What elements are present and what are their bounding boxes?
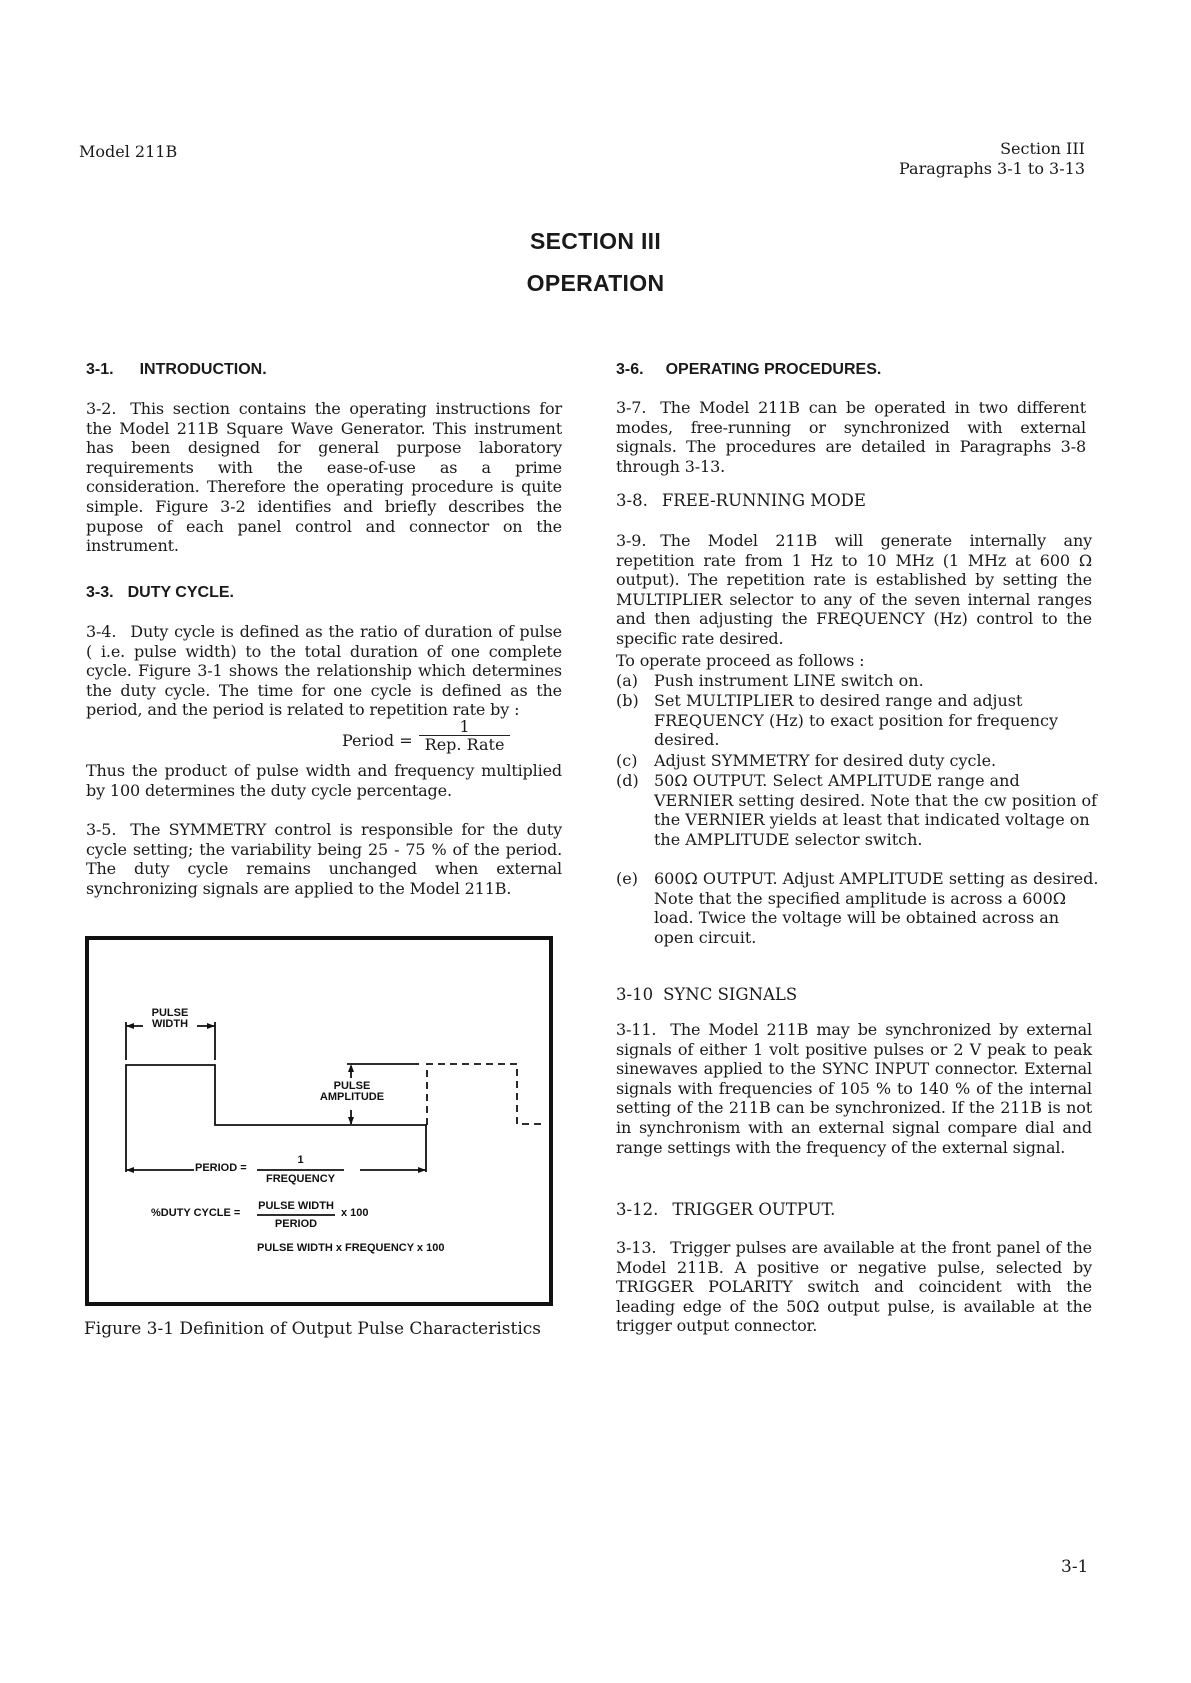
section-subtitle: OPERATION [526, 270, 665, 296]
header-paragraphs: Paragraphs 3-1 to 3-13 [899, 159, 1085, 178]
duty-alternate-formula: PULSE WIDTH x FREQUENCY x 100 [257, 1242, 445, 1254]
label-line: PULSE [333, 1080, 371, 1092]
period-numerator: 1 [297, 1154, 304, 1166]
paragraph-number: 3-2. [86, 399, 117, 418]
paragraph-text: The Model 211B will generate internally any repetition rate from 1 Hz to 10 MHz (1 MHz at 600 Ω output). The repetition rate is established by setting the MULTIPLIER selector to any of the seven internal ranges and then adjusting the FREQUENCY (Hz) control to the specific rate desired. [616, 531, 1092, 648]
label-line: AMPLITUDE [319, 1091, 385, 1103]
duty-numerator: PULSE WIDTH [258, 1200, 334, 1212]
heading-text: OPERATING PROCEDURES. [665, 361, 882, 378]
paragraph-number: 3-4. [86, 622, 117, 641]
heading-number: 3-8. [616, 491, 648, 510]
paragraph-text: Thus the product of pulse width and frequency multiplied by 100 determines the duty cycle percentage. [86, 761, 562, 800]
paragraph-3-5 [86, 820, 562, 898]
paragraph-number: 3-11. [616, 1020, 657, 1039]
paragraph-3-13 [616, 1238, 1092, 1336]
heading-text: INTRODUCTION. [139, 361, 267, 378]
section-title: SECTION III [529, 228, 662, 254]
paragraph-3-7 [616, 398, 1086, 476]
heading-text: SYNC SIGNALS [663, 985, 798, 1004]
paragraph-text: This section contains the operating instructions for the Model 211B Square Wave Generator. This instrument has been designed for general purpose laboratory requirements with the ease-of-use as a prime consideration. Therefore the operating procedure is quite simple. Figure 3-2 identifies and briefly describes the pupose of each panel control and connector on the instrument. [86, 399, 562, 556]
amplitude-arrowhead-down [348, 1117, 354, 1125]
paragraph-text: The Model 211B may be synchronized by external signals of either 1 volt positive pulses or 2 V peak to peak sinewaves applied to the SYNC INPUT connector. External signals with frequencies of 105 % to 140 % of the internal setting of the 211B can be synchronized. If the 211B is not in synchronism with an external signal compare dial and range settings with the frequency of the external signal. [616, 1020, 1092, 1157]
heading-duty-cycle [86, 584, 234, 602]
heading-introduction [86, 361, 267, 379]
pulse-amplitude-label [307, 1081, 397, 1103]
step-label: (c) [616, 751, 638, 770]
heading-number: 3-6. [616, 361, 644, 378]
paragraph-text: The SYMMETRY control is responsible for the duty cycle setting; the variability being 25 - 75 % of the period. The duty cycle remains unchanged when external synchronizing signals are applied to the Model 211B. [86, 820, 562, 898]
heading-sync-signals [616, 985, 797, 1004]
paragraph-3-4 [86, 622, 562, 720]
step-text: Push instrument LINE switch on. [654, 671, 924, 690]
heading-text: FREE-RUNNING MODE [661, 491, 866, 510]
page-number: 3-1 [1061, 1557, 1089, 1577]
pulse-width-label [143, 1008, 197, 1030]
paragraph-number: 3-7. [616, 398, 647, 417]
paragraph-number: 3-9. [616, 531, 647, 550]
heading-number: 3-1. [86, 361, 114, 378]
label-line: WIDTH [151, 1018, 189, 1030]
heading-text: DUTY CYCLE. [127, 584, 234, 601]
formula-denominator: Rep. Rate [419, 735, 511, 753]
duty-denominator: PERIOD [274, 1218, 318, 1230]
heading-operating-procedures [616, 361, 881, 379]
pulse-width-arrowhead-right [207, 1023, 215, 1029]
step-text: 600Ω OUTPUT. Adjust AMPLITUDE setting as desired. Note that the specified amplitude is across a 600Ω load. Twice the voltage will be obtained across an open circuit. [654, 869, 1099, 947]
amplitude-arrowhead-up [348, 1064, 354, 1072]
heading-trigger-output [616, 1200, 835, 1219]
paragraph-3-4-continued [86, 761, 562, 800]
header-model: Model 211B [79, 142, 178, 161]
header-section: Section III [1000, 139, 1085, 158]
paragraph-3-11 [616, 1020, 1092, 1157]
waveform-dashed [427, 1064, 541, 1125]
period-arrowhead-left [126, 1167, 134, 1173]
paragraph-text: Duty cycle is defined as the ratio of duration of pulse ( i.e. pulse width) to the total duration of one complete cycle. Figure 3-1 shows the relationship which determines the duty cycle. The time for one cycle is defined as the period, and the period is related to repetition rate by : [86, 622, 562, 720]
formula-numerator: 1 [459, 717, 470, 736]
paragraph-number: 3-5. [86, 820, 117, 839]
step-label: (b) [616, 691, 639, 710]
step-label: (e) [616, 869, 638, 888]
formula-fraction [419, 718, 511, 753]
heading-number: 3-3. [86, 584, 114, 601]
heading-free-running-mode [616, 491, 866, 510]
heading-number: 3-12. [616, 1200, 659, 1219]
step-label: (a) [616, 671, 639, 690]
paragraph-text: The Model 211B can be operated in two different modes, free-running or synchronized with external signals. The procedures are detailed in Paragraphs 3-8 through 3-13. [616, 398, 1086, 476]
step-text: Adjust SYMMETRY for desired duty cycle. [654, 751, 997, 770]
step-text: 50Ω OUTPUT. Select AMPLITUDE range and VERNIER setting desired. Note that the cw position of the VERNIER yields at least that indicated voltage on the AMPLITUDE selector switch. [654, 771, 1098, 849]
step-text: Set MULTIPLIER to desired range and adjust FREQUENCY (Hz) to exact position for frequency desired. [654, 691, 1059, 750]
duty-cycle-label: %DUTY CYCLE = [151, 1207, 241, 1219]
duty-multiplier: x 100 [341, 1207, 369, 1219]
step-label: (d) [616, 771, 639, 790]
formula-lhs: Period = [342, 731, 413, 750]
paragraph-text: Trigger pulses are available at the front panel of the Model 211B. A positive or negative pulse, selected by TRIGGER POLARITY switch and coincident with the leading edge of the 50Ω output pulse, is available at the trigger output connector. [616, 1238, 1092, 1336]
heading-text: TRIGGER OUTPUT. [672, 1200, 836, 1219]
figure-pulse-characteristics [85, 936, 553, 1306]
pulse-waveform-diagram [89, 940, 557, 1310]
label-line: PULSE [151, 1007, 189, 1019]
paragraph-3-2 [86, 399, 562, 556]
heading-number: 3-10 [616, 985, 654, 1004]
period-label: PERIOD = [195, 1162, 247, 1174]
operate-intro: To operate proceed as follows : [616, 651, 865, 670]
paragraph-number: 3-13. [616, 1238, 657, 1257]
pulse-width-arrowhead-left [126, 1023, 134, 1029]
figure-caption: Figure 3-1 Definition of Output Pulse Characteristics [84, 1319, 541, 1339]
period-arrowhead-right [418, 1167, 426, 1173]
header-section-info [899, 139, 1085, 179]
period-denominator: FREQUENCY [265, 1173, 336, 1185]
period-formula [342, 718, 510, 753]
paragraph-3-9 [616, 531, 1092, 649]
